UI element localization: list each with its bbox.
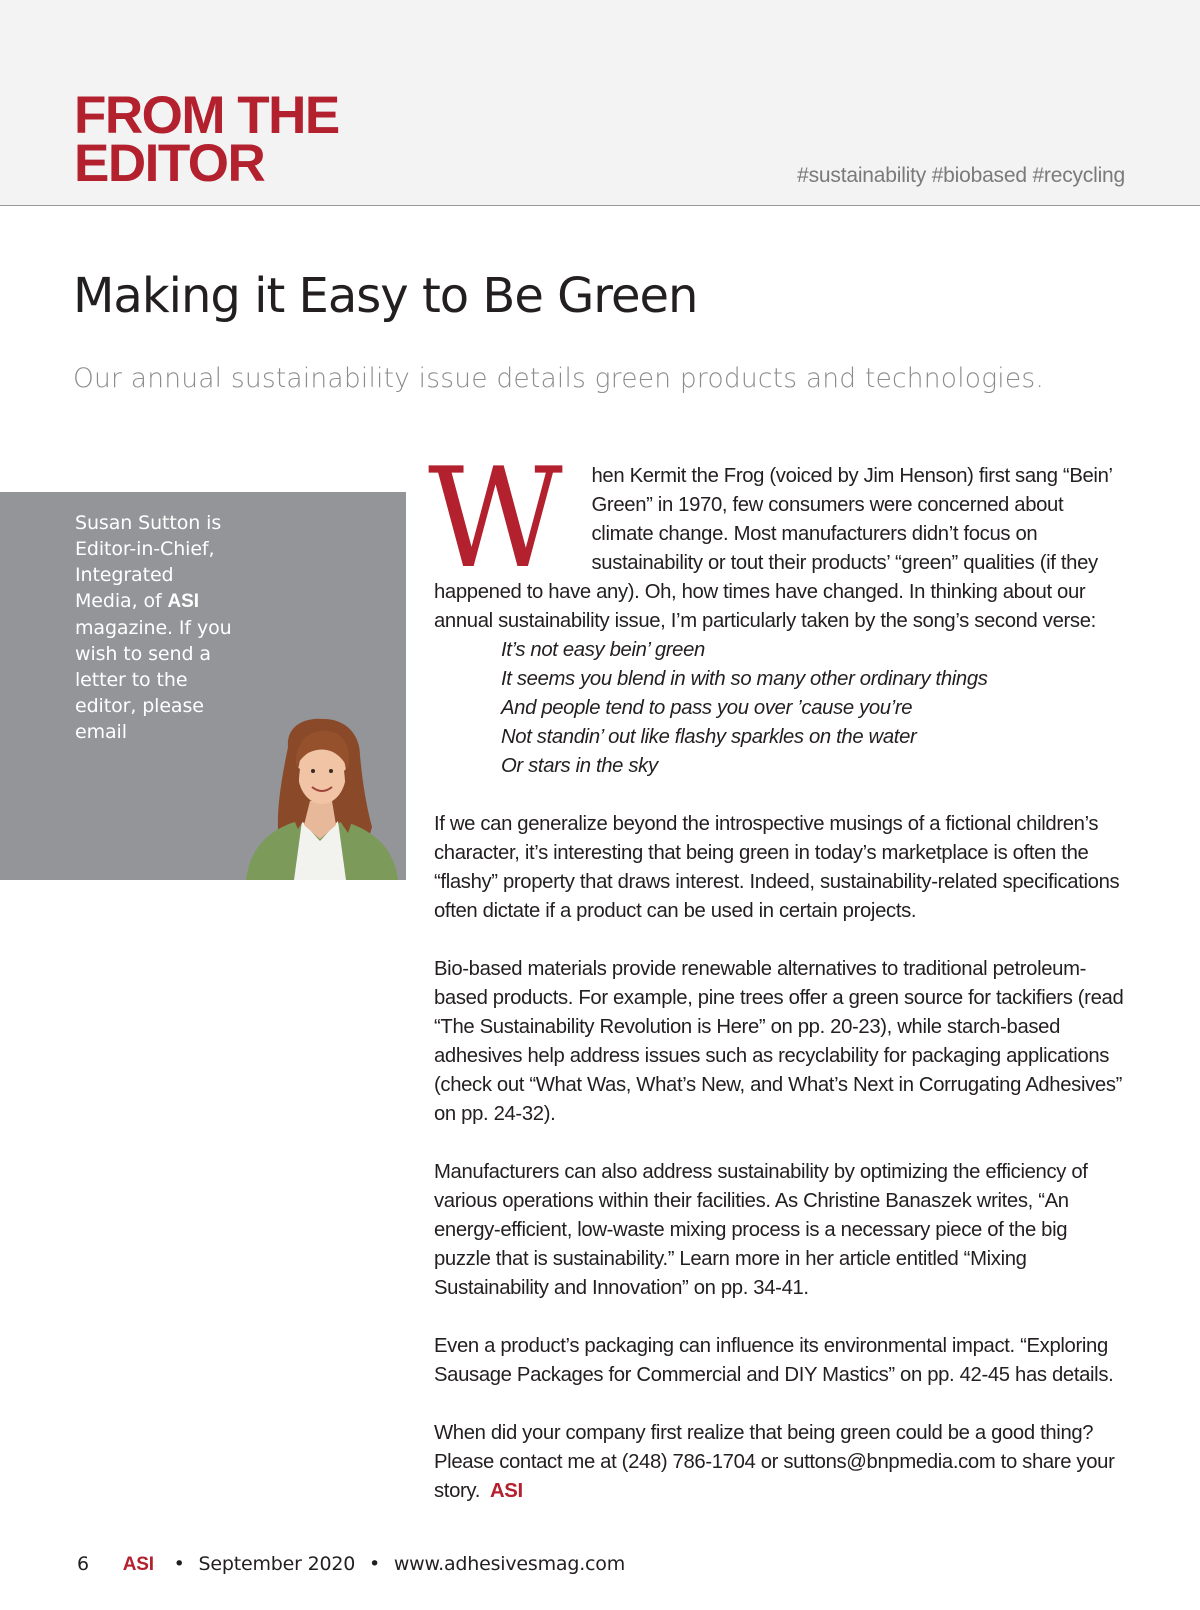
section-title-line2: EDITOR (74, 134, 265, 193)
editor-sidebar (0, 492, 406, 1054)
footer-brand: ASI (122, 1554, 154, 1575)
article-paragraph-4: Manufacturers can also address sustainability by optimizing the efficiency of various operations within their facilities. As Christine Banaszek writes, “An energy-efficient, low-waste mixing process is a necessary piece of the big puzzle that is sustainability.” Learn more in her article entitled “Mixing Sustainability and Innovation” on pp. 34-41. (434, 1161, 1088, 1299)
article-deck: Our annual sustainability issue details green products and technologies. (73, 363, 1044, 394)
verse-line: It’s not easy bein’ green (501, 639, 705, 661)
section-title-line1: FROM THE (74, 86, 339, 145)
page-number: 6 (77, 1553, 89, 1575)
editor-bio-brand: ASI (167, 591, 199, 612)
song-verse (501, 636, 1124, 781)
article-paragraph-6 (434, 1419, 1124, 1506)
drop-cap: W (428, 438, 563, 599)
section-header-band (0, 0, 1200, 206)
verse-line: Or stars in the sky (501, 755, 658, 777)
signoff-brand: ASI (489, 1480, 523, 1502)
article-paragraph-5: Even a product’s packaging can influence its environmental impact. “Exploring Sausage Packages for Commercial and DIY Mastics” on pp. 42-45 has details. (434, 1335, 1114, 1386)
footer-issue: September 2020 (198, 1553, 356, 1575)
editor-bio-text-after: magazine. If you wish to send a letter to the editor, please email suttons@bnpmedia.com. Letters must include the sender’s address, phone number, and email address, when possible. Letters may be edited for space and clarity. (75, 617, 405, 1054)
hashtags: #sustainability #biobased #recycling (797, 164, 1125, 187)
footer-separator: • (368, 1553, 380, 1575)
article-intro: hen Kermit the Frog (voiced by Jim Henson) first sang “Bein’ Green” in 1970, few consumers were concerned about climate change. Most manufacturers didn’t focus on sustainability or tout their products’ “green” qualities (if they happened to have any). Oh, how times have changed. In thinking about our annual sustainability issue, I’m particularly taken by the song’s second verse: (434, 465, 1112, 632)
article-headline: Making it Easy to Be Green (73, 268, 698, 324)
footer-separator: • (173, 1553, 185, 1575)
footer-website[interactable]: www.adhesivesmag.com (393, 1553, 626, 1575)
editor-bio-text-before: Susan Sutton is Editor-in-Chief, Integrated Media, of (75, 512, 222, 612)
page-footer (77, 1553, 625, 1576)
section-title (74, 86, 339, 193)
article-paragraph-6-text: When did your company first realize that being green could be a good thing? Please contact me at (248) 786-1704 or suttons@bnpmedia.com to share your story. (434, 1422, 1115, 1502)
verse-line: And people tend to pass you over ’cause you’re (501, 697, 913, 719)
article-paragraph-3: Bio-based materials provide renewable alternatives to traditional petroleum-based products. For example, pine trees offer a green source for tackifiers (read “The Sustainability Revolution is Here” on pp. 20-23), while starch-based adhesives help address issues such as recyclability for packaging applications (check out “What Was, What’s New, and What’s Next in Corrugating Adhesives” on pp. 24-32). (434, 958, 1124, 1125)
article-body (428, 438, 1124, 1535)
article-paragraph-2: If we can generalize beyond the introspective musings of a fictional children’s character, it’s interesting that being green in today’s marketplace is often the “flashy” property that draws interest. Indeed, sustainability-related specifications often dictate if a product can be used in certain projects. (434, 813, 1120, 922)
verse-line: It seems you blend in with so many other ordinary things (501, 668, 988, 690)
editor-portrait (236, 717, 406, 880)
verse-line: Not standin’ out like flashy sparkles on the water (501, 726, 917, 748)
